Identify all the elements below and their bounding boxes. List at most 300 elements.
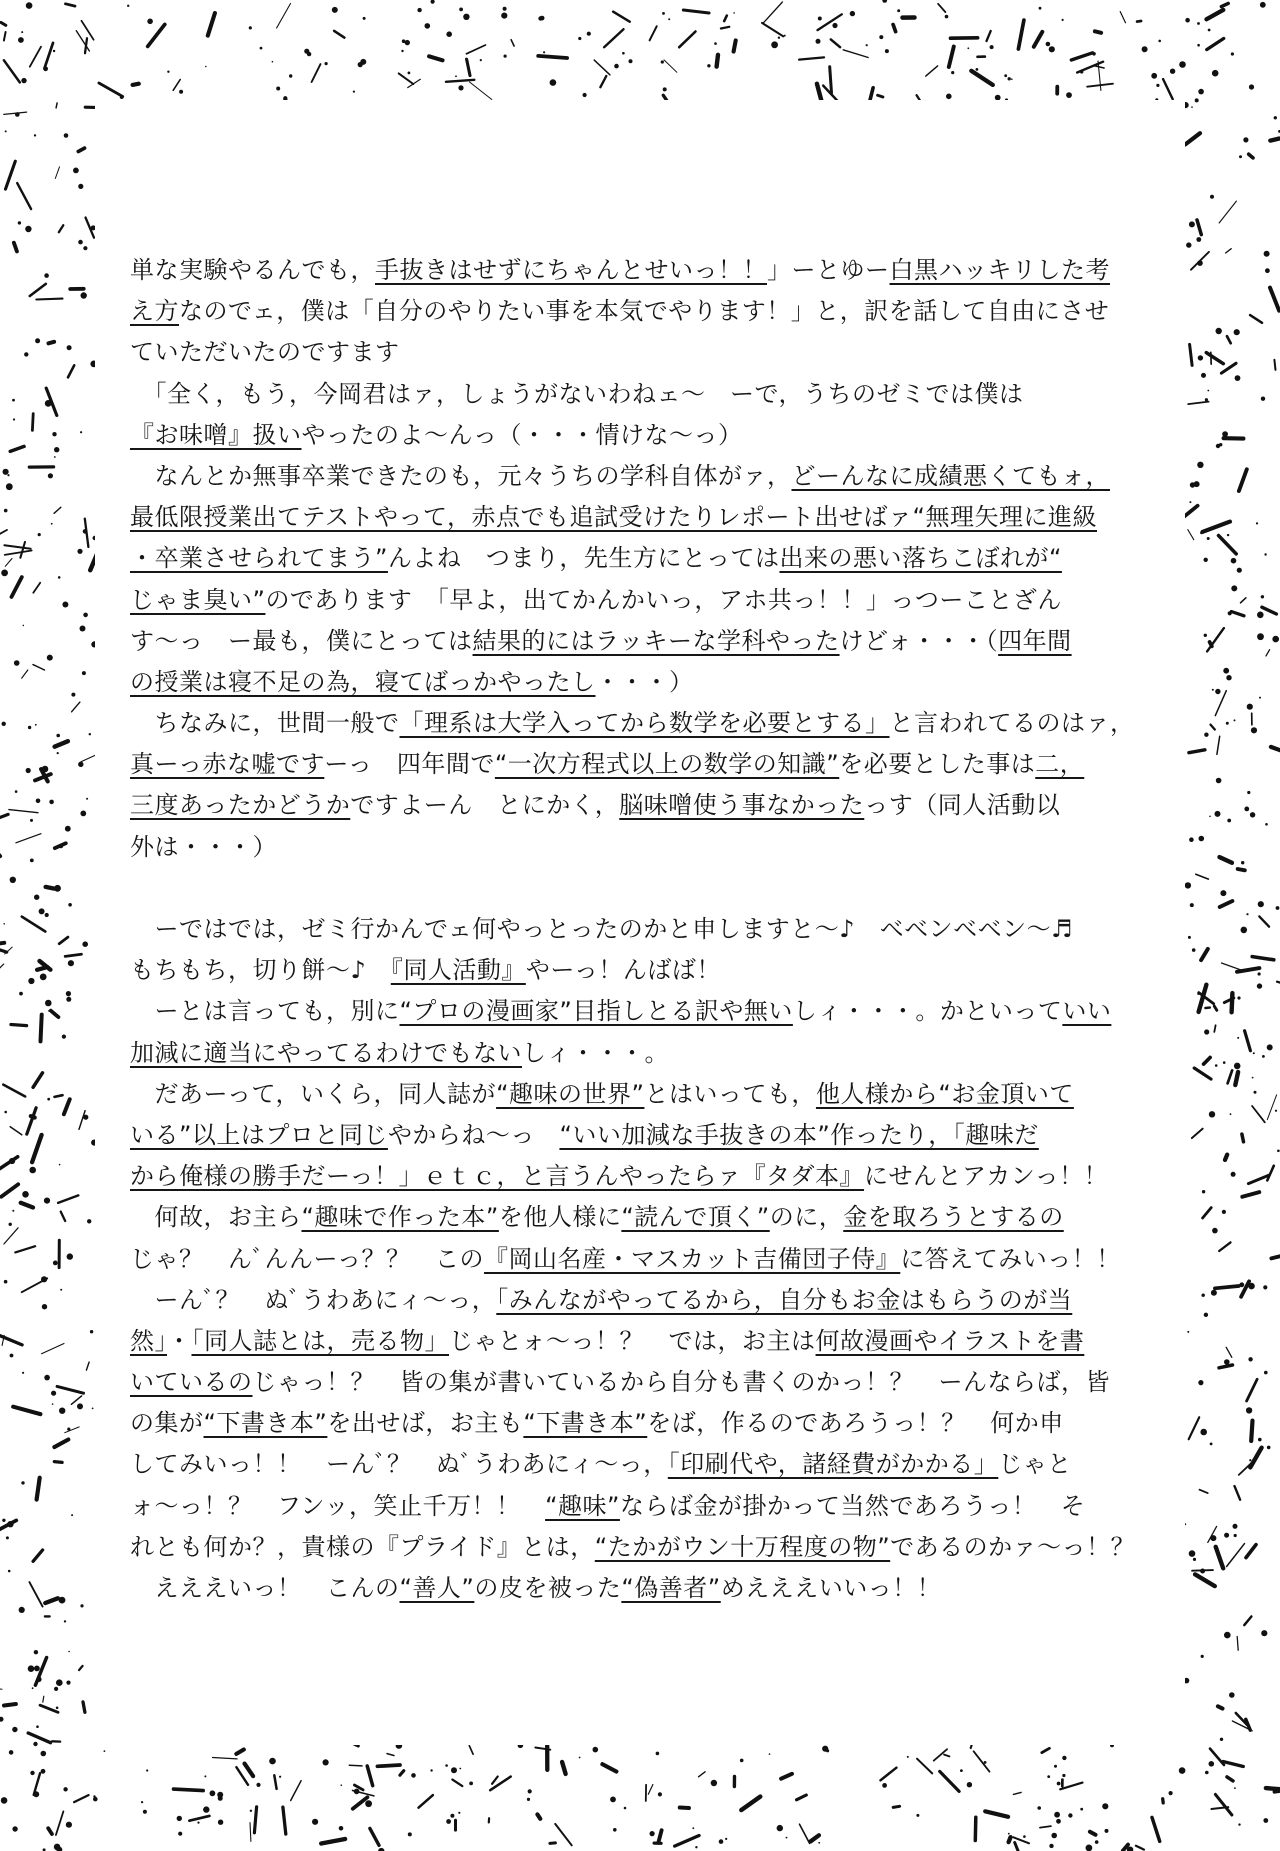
border-splatter-stroke bbox=[400, 1771, 404, 1776]
border-splatter-dot bbox=[1237, 1037, 1239, 1039]
border-splatter-stroke bbox=[1163, 79, 1173, 99]
underlined-phrase: 最低限授業出てテストやって，赤点でも追試受けたりレポート出せばァ“無理矢理に進級 bbox=[130, 503, 1097, 532]
border-splatter-dot bbox=[1066, 92, 1072, 98]
border-splatter-stroke bbox=[1190, 344, 1193, 365]
border-splatter-dot bbox=[1212, 689, 1214, 691]
border-splatter-stroke bbox=[1226, 249, 1232, 253]
border-splatter-dot bbox=[1188, 936, 1191, 939]
border-splatter-dot bbox=[12, 1727, 17, 1732]
border-splatter-dot bbox=[1, 570, 8, 577]
border-splatter-dot bbox=[53, 1261, 58, 1266]
border-splatter-dot bbox=[1204, 1029, 1209, 1034]
border-splatter-stroke bbox=[1196, 874, 1209, 879]
border-splatter-stroke bbox=[1219, 1365, 1233, 1368]
border-splatter-dot bbox=[77, 549, 82, 554]
border-splatter-dot bbox=[323, 1759, 329, 1765]
border-splatter-dot bbox=[455, 75, 457, 77]
border-splatter-dot bbox=[67, 345, 72, 350]
border-splatter-dot bbox=[1241, 861, 1244, 864]
border-splatter-stroke bbox=[64, 1099, 70, 1114]
border-splatter-dot bbox=[1260, 2, 1266, 8]
border-splatter-stroke bbox=[1013, 1792, 1021, 1794]
text-segment: っす（同人活動以 bbox=[864, 791, 1061, 820]
underlined-phrase: どーんなに成績悪くてもォ， bbox=[791, 461, 1110, 490]
border-splatter-dot bbox=[41, 1276, 47, 1282]
border-splatter-stroke bbox=[1015, 1843, 1021, 1851]
border-splatter-dot bbox=[19, 1607, 25, 1613]
border-splatter-dot bbox=[1248, 1283, 1255, 1290]
border-splatter-dot bbox=[40, 974, 47, 981]
border-splatter-dot bbox=[1226, 722, 1229, 725]
underlined-phrase: 三度あったかどうか bbox=[130, 791, 351, 820]
underlined-phrase: “いい加減な手抜きの本”作ったり，「趣味だ bbox=[559, 1120, 1039, 1149]
border-splatter-stroke bbox=[334, 31, 344, 38]
underlined-phrase: “プロの漫画家”目指しとる訳や無い bbox=[399, 997, 793, 1026]
border-splatter-stroke bbox=[881, 1768, 897, 1781]
border-splatter-dot bbox=[818, 17, 822, 21]
border-splatter-dot bbox=[692, 1827, 694, 1829]
border-splatter-dot bbox=[360, 59, 366, 65]
border-splatter-stroke bbox=[1214, 1025, 1215, 1032]
border-splatter-dot bbox=[1197, 22, 1200, 25]
border-splatter-stroke bbox=[1163, 1799, 1164, 1803]
border-splatter-stroke bbox=[0, 950, 7, 953]
text-line bbox=[130, 1197, 1150, 1238]
border-splatter-stroke bbox=[10, 1127, 22, 1135]
border-splatter-stroke bbox=[893, 1806, 899, 1807]
border-splatter-stroke bbox=[32, 1135, 42, 1162]
text-line bbox=[130, 1444, 1150, 1485]
border-splatter-dot bbox=[51, 1391, 56, 1396]
border-splatter-stroke bbox=[1271, 1254, 1280, 1258]
border-splatter-stroke bbox=[1220, 901, 1233, 907]
border-splatter-dot bbox=[35, 338, 40, 343]
underlined-phrase: 白黒ハッキリした考 bbox=[889, 256, 1110, 284]
border-splatter-stroke bbox=[1207, 628, 1224, 651]
border-splatter-dot bbox=[1189, 837, 1194, 842]
border-splatter-dot bbox=[12, 1210, 14, 1212]
border-splatter-stroke bbox=[1247, 1379, 1258, 1401]
border-splatter-dot bbox=[1196, 237, 1201, 242]
border-splatter-dot bbox=[1049, 1844, 1053, 1848]
border-splatter-stroke bbox=[65, 954, 81, 956]
border-splatter-dot bbox=[1264, 1371, 1268, 1375]
border-splatter-dot bbox=[78, 184, 83, 189]
text-line bbox=[130, 909, 1150, 950]
border-splatter-dot bbox=[1195, 98, 1199, 102]
border-splatter-dot bbox=[725, 1838, 727, 1840]
border-splatter-dot bbox=[8, 1570, 11, 1573]
text-line bbox=[130, 1321, 1150, 1362]
border-splatter-dot bbox=[1258, 1438, 1262, 1442]
border-splatter-stroke bbox=[974, 1751, 990, 1771]
text-segment: ーんﾞ？ ぬﾞうわあにィ～っ， bbox=[130, 1285, 497, 1314]
border-splatter-dot bbox=[0, 1717, 4, 1722]
underlined-phrase: 何故漫画やイラストを書 bbox=[815, 1326, 1085, 1355]
border-splatter-stroke bbox=[79, 1111, 85, 1130]
border-splatter-stroke bbox=[1188, 530, 1194, 540]
underlined-phrase: “読んで頂く” bbox=[621, 1203, 770, 1232]
border-splatter-dot bbox=[1190, 903, 1194, 907]
underlined-phrase: いい bbox=[1062, 997, 1112, 1026]
border-splatter-dot bbox=[1258, 972, 1261, 975]
border-splatter-dot bbox=[1210, 195, 1214, 199]
text-line bbox=[130, 250, 1150, 291]
border-splatter-dot bbox=[30, 859, 34, 863]
underlined-phrase: “下書き本” bbox=[523, 1409, 648, 1438]
underlined-phrase: “たかがウン十万程度の物” bbox=[594, 1532, 891, 1561]
border-splatter-dot bbox=[733, 12, 735, 14]
border-splatter-dot bbox=[6, 483, 13, 490]
text-line bbox=[130, 662, 1150, 703]
border-splatter-stroke bbox=[245, 1764, 254, 1777]
border-splatter-stroke bbox=[1241, 598, 1246, 603]
border-splatter-dot bbox=[769, 1753, 771, 1755]
border-splatter-stroke bbox=[1201, 949, 1208, 960]
border-splatter-stroke bbox=[1223, 1762, 1243, 1767]
border-splatter-dot bbox=[34, 895, 39, 900]
border-splatter-stroke bbox=[208, 13, 215, 35]
border-splatter-dot bbox=[45, 913, 49, 917]
border-splatter-dot bbox=[1046, 42, 1051, 47]
border-splatter-dot bbox=[45, 1000, 52, 1007]
text-segment: ーではでは，ゼミ行かんでェ何やっとったのかと申しますと～♪ ベベンベベン～♬ bbox=[130, 915, 1074, 943]
border-splatter-dot bbox=[1190, 482, 1195, 487]
border-splatter-dot bbox=[1241, 927, 1248, 934]
underlined-phrase: 然」 bbox=[130, 1326, 167, 1355]
border-splatter-stroke bbox=[59, 225, 64, 232]
text-segment: 単な実験やるんでも， bbox=[130, 256, 375, 284]
border-splatter-dot bbox=[579, 1757, 581, 1759]
border-splatter-stroke bbox=[353, 1797, 368, 1808]
text-segment: じゃ？ んﾞんんーっ？？ この bbox=[130, 1244, 485, 1273]
border-splatter-stroke bbox=[1237, 1637, 1238, 1651]
border-splatter-dot bbox=[458, 1812, 460, 1814]
border-splatter-dot bbox=[459, 1768, 461, 1770]
border-splatter-dot bbox=[1197, 462, 1203, 468]
border-splatter-dot bbox=[1008, 77, 1011, 80]
border-splatter-dot bbox=[1047, 1775, 1050, 1778]
text-segment: じゃと bbox=[998, 1450, 1072, 1479]
border-splatter-dot bbox=[325, 62, 328, 65]
border-splatter-stroke bbox=[5, 559, 12, 567]
border-splatter-dot bbox=[1251, 727, 1257, 733]
border-splatter-dot bbox=[784, 35, 786, 37]
border-splatter-dot bbox=[35, 724, 37, 726]
border-splatter-dot bbox=[1198, 355, 1203, 360]
border-splatter-dot bbox=[1230, 1113, 1232, 1115]
border-splatter-dot bbox=[127, 5, 129, 7]
text-segment: なんとか無事卒業できたのも，元々うちの学科自体がァ， bbox=[130, 461, 792, 490]
border-splatter-dot bbox=[1258, 901, 1264, 907]
border-splatter-dot bbox=[25, 226, 31, 232]
border-splatter-dot bbox=[4, 1111, 7, 1114]
border-splatter-dot bbox=[431, 0, 435, 4]
border-splatter-dot bbox=[1179, 61, 1186, 68]
border-splatter-stroke bbox=[1152, 1817, 1160, 1841]
border-splatter-stroke bbox=[831, 39, 840, 47]
border-splatter-dot bbox=[82, 671, 86, 675]
border-splatter-dot bbox=[425, 23, 431, 29]
border-splatter-stroke bbox=[1250, 315, 1262, 323]
text-line bbox=[130, 744, 1150, 785]
border-splatter-stroke bbox=[724, 16, 727, 22]
underlined-phrase: 「理系は大学入ってから数学を必要とする」 bbox=[399, 709, 890, 738]
border-splatter-stroke bbox=[11, 1025, 27, 1026]
border-splatter-dot bbox=[528, 1789, 532, 1793]
border-splatter-dot bbox=[1264, 553, 1266, 555]
border-splatter-dot bbox=[36, 1725, 39, 1728]
text-segment: にせんとアカンっ！！ bbox=[864, 1162, 1109, 1191]
underlined-phrase: 他人様から“お金頂いて bbox=[815, 1079, 1074, 1108]
border-splatter-stroke bbox=[664, 60, 677, 72]
border-splatter-dot bbox=[7, 474, 9, 476]
border-splatter-dot bbox=[504, 55, 507, 58]
border-splatter-dot bbox=[1215, 1064, 1218, 1067]
border-splatter-stroke bbox=[971, 71, 993, 85]
text-segment: の皮を被った bbox=[474, 1574, 622, 1602]
border-splatter-stroke bbox=[370, 1828, 379, 1845]
border-splatter-dot bbox=[36, 799, 41, 804]
text-line bbox=[130, 1568, 1150, 1609]
border-splatter-dot bbox=[18, 221, 21, 224]
border-splatter-stroke bbox=[45, 43, 54, 68]
underlined-phrase: いているの bbox=[130, 1368, 253, 1397]
border-splatter-stroke bbox=[148, 24, 165, 46]
border-splatter-stroke bbox=[1235, 1486, 1241, 1500]
border-splatter-stroke bbox=[1219, 201, 1236, 223]
underlined-phrase: “趣味の世界” bbox=[496, 1079, 645, 1108]
border-splatter-dot bbox=[1261, 397, 1265, 401]
border-splatter-stroke bbox=[68, 365, 74, 377]
border-splatter-stroke bbox=[33, 665, 45, 670]
border-splatter-stroke bbox=[1214, 1006, 1217, 1010]
border-splatter-dot bbox=[1261, 595, 1264, 598]
border-splatter-dot bbox=[1207, 390, 1209, 392]
border-splatter-stroke bbox=[1239, 1458, 1257, 1475]
border-splatter-dot bbox=[64, 133, 69, 138]
border-splatter-dot bbox=[81, 292, 87, 298]
text-line bbox=[130, 1403, 1150, 1444]
border-splatter-dot bbox=[1207, 537, 1210, 540]
border-splatter-dot bbox=[1227, 819, 1231, 823]
border-splatter-dot bbox=[45, 400, 52, 407]
border-splatter-stroke bbox=[419, 1795, 433, 1808]
border-splatter-stroke bbox=[83, 1702, 85, 1712]
border-splatter-stroke bbox=[1194, 1068, 1211, 1079]
text-segment: のであります 「早よ，出てかんかいっ，アホ共っ！！」っつーことざん bbox=[265, 585, 1062, 614]
border-splatter-stroke bbox=[46, 887, 55, 889]
underlined-phrase: “趣味で作った本” bbox=[301, 1203, 499, 1232]
border-splatter-stroke bbox=[1219, 536, 1237, 554]
border-splatter-dot bbox=[786, 1837, 788, 1839]
border-splatter-dot bbox=[365, 1800, 372, 1807]
border-splatter-dot bbox=[1156, 84, 1159, 87]
border-splatter-stroke bbox=[1095, 31, 1101, 33]
border-splatter-dot bbox=[42, 1304, 47, 1309]
border-splatter-dot bbox=[65, 826, 71, 832]
border-splatter-stroke bbox=[13, 1407, 40, 1414]
border-splatter-dot bbox=[1204, 634, 1207, 637]
text-line bbox=[130, 785, 1150, 826]
border-splatter-dot bbox=[59, 844, 63, 848]
border-splatter-stroke bbox=[511, 40, 514, 46]
border-splatter-dot bbox=[668, 18, 670, 20]
border-splatter-dot bbox=[78, 762, 83, 767]
border-splatter-dot bbox=[1169, 1791, 1173, 1795]
border-splatter-stroke bbox=[975, 1817, 976, 1840]
border-splatter-dot bbox=[1212, 70, 1219, 77]
border-splatter-stroke bbox=[562, 1762, 566, 1774]
text-segment: ちなみに，世間一般で bbox=[130, 709, 400, 738]
border-splatter-dot bbox=[1252, 1077, 1254, 1079]
border-splatter-dot bbox=[2, 1519, 5, 1522]
border-splatter-dot bbox=[56, 1679, 63, 1686]
border-splatter-dot bbox=[354, 1789, 360, 1795]
underlined-phrase: “一次方程式以上の数学の知識” bbox=[494, 750, 840, 779]
border-splatter-dot bbox=[279, 1776, 281, 1778]
border-splatter-dot bbox=[1056, 1819, 1061, 1824]
border-splatter-dot bbox=[1220, 1738, 1223, 1741]
border-splatter-dot bbox=[71, 1514, 73, 1516]
border-splatter-dot bbox=[1239, 155, 1242, 158]
border-splatter-dot bbox=[34, 1666, 40, 1672]
border-splatter-stroke bbox=[15, 1246, 35, 1252]
border-splatter-dot bbox=[64, 1620, 66, 1622]
border-splatter-dot bbox=[777, 1825, 783, 1831]
border-splatter-dot bbox=[1204, 558, 1208, 562]
text-line bbox=[130, 1033, 1150, 1074]
border-splatter-dot bbox=[1054, 1765, 1057, 1768]
border-splatter-dot bbox=[1257, 612, 1264, 619]
border-splatter-dot bbox=[23, 625, 25, 627]
border-splatter-stroke bbox=[86, 1362, 89, 1370]
border-splatter-dot bbox=[47, 655, 53, 661]
border-splatter-stroke bbox=[734, 41, 736, 52]
text-line bbox=[130, 950, 1150, 991]
border-splatter-stroke bbox=[0, 1157, 18, 1170]
border-splatter-stroke bbox=[1215, 1794, 1232, 1815]
border-splatter-stroke bbox=[1185, 133, 1200, 144]
border-splatter-stroke bbox=[1200, 1490, 1208, 1493]
border-splatter-dot bbox=[450, 1814, 454, 1818]
border-splatter-dot bbox=[44, 1198, 50, 1204]
border-splatter-dot bbox=[1057, 1782, 1061, 1786]
border-splatter-dot bbox=[1246, 913, 1248, 915]
border-splatter-dot bbox=[1219, 443, 1222, 446]
border-splatter-stroke bbox=[1227, 336, 1231, 343]
border-splatter-dot bbox=[832, 23, 837, 28]
border-splatter-stroke bbox=[938, 4, 945, 12]
border-splatter-stroke bbox=[1244, 1617, 1251, 1626]
text-line bbox=[130, 1115, 1150, 1156]
border-splatter-stroke bbox=[1231, 612, 1244, 616]
text-segment: 」ーとゆー bbox=[767, 256, 890, 284]
border-splatter-dot bbox=[1102, 1803, 1108, 1809]
border-splatter-dot bbox=[1247, 791, 1250, 794]
border-splatter-dot bbox=[1170, 69, 1175, 74]
border-splatter-dot bbox=[30, 1771, 34, 1775]
border-splatter-stroke bbox=[469, 1746, 473, 1755]
border-splatter-dot bbox=[1227, 534, 1229, 536]
border-splatter-dot bbox=[1095, 1840, 1099, 1844]
border-splatter-dot bbox=[272, 61, 274, 63]
border-splatter-dot bbox=[177, 1816, 182, 1821]
border-splatter-dot bbox=[21, 1481, 24, 1484]
border-splatter-dot bbox=[21, 31, 23, 33]
border-splatter-dot bbox=[12, 399, 15, 402]
text-line bbox=[130, 703, 1150, 744]
border-splatter-dot bbox=[1234, 719, 1236, 721]
underlined-phrase: いる”以上はプロと同じ bbox=[130, 1120, 388, 1149]
underlined-phrase: 出来の悪い落ちこぼれが“ bbox=[779, 544, 1062, 573]
border-splatter-dot bbox=[178, 1832, 182, 1836]
border-splatter-stroke bbox=[54, 1462, 62, 1463]
border-splatter-stroke bbox=[28, 1733, 50, 1743]
border-splatter-dot bbox=[7, 1521, 13, 1527]
border-splatter-stroke bbox=[1215, 1286, 1239, 1288]
border-splatter-dot bbox=[740, 1759, 744, 1763]
border-splatter-dot bbox=[28, 1665, 35, 1672]
border-splatter-stroke bbox=[949, 47, 954, 68]
border-splatter-dot bbox=[540, 16, 545, 21]
border-splatter-dot bbox=[1062, 1756, 1066, 1760]
border-splatter-dot bbox=[663, 87, 667, 91]
border-splatter-stroke bbox=[1137, 21, 1141, 22]
border-splatter-stroke bbox=[21, 1203, 33, 1208]
border-splatter-dot bbox=[1274, 116, 1277, 119]
border-splatter-dot bbox=[77, 1403, 83, 1409]
border-splatter-dot bbox=[1237, 996, 1240, 999]
border-splatter-dot bbox=[1264, 251, 1270, 257]
border-splatter-dot bbox=[15, 790, 18, 793]
border-splatter-stroke bbox=[1207, 10, 1224, 19]
border-splatter-dot bbox=[341, 1784, 343, 1786]
border-splatter-stroke bbox=[48, 1828, 52, 1834]
border-splatter-stroke bbox=[1042, 1748, 1050, 1752]
border-splatter-dot bbox=[650, 1831, 655, 1836]
border-splatter-stroke bbox=[1034, 32, 1043, 47]
border-splatter-stroke bbox=[1217, 736, 1220, 754]
border-splatter-dot bbox=[1257, 633, 1264, 640]
border-splatter-stroke bbox=[312, 64, 321, 82]
border-splatter-dot bbox=[205, 66, 207, 68]
border-splatter-stroke bbox=[1210, 642, 1212, 646]
border-splatter-stroke bbox=[42, 1344, 65, 1354]
border-splatter-dot bbox=[882, 1783, 887, 1788]
border-splatter-dot bbox=[656, 1752, 660, 1756]
border-splatter-stroke bbox=[602, 1764, 616, 1771]
border-splatter-stroke bbox=[1207, 38, 1224, 49]
border-splatter-dot bbox=[89, 733, 91, 735]
border-splatter-stroke bbox=[82, 21, 94, 40]
border-splatter-stroke bbox=[71, 1396, 81, 1404]
text-segment: を他人様に bbox=[498, 1203, 622, 1232]
border-splatter-stroke bbox=[43, 1696, 44, 1702]
border-splatter-stroke bbox=[1071, 53, 1092, 60]
border-splatter-stroke bbox=[1227, 1777, 1233, 1781]
border-splatter-dot bbox=[816, 39, 821, 44]
border-splatter-dot bbox=[417, 8, 421, 12]
border-splatter-stroke bbox=[1274, 360, 1275, 370]
border-splatter-dot bbox=[1229, 1692, 1235, 1698]
border-splatter-stroke bbox=[49, 342, 55, 344]
text-line bbox=[130, 374, 1150, 415]
border-splatter-dot bbox=[1265, 268, 1270, 273]
border-splatter-dot bbox=[104, 1750, 106, 1752]
border-splatter-dot bbox=[1039, 7, 1042, 10]
border-splatter-stroke bbox=[1248, 1175, 1269, 1184]
